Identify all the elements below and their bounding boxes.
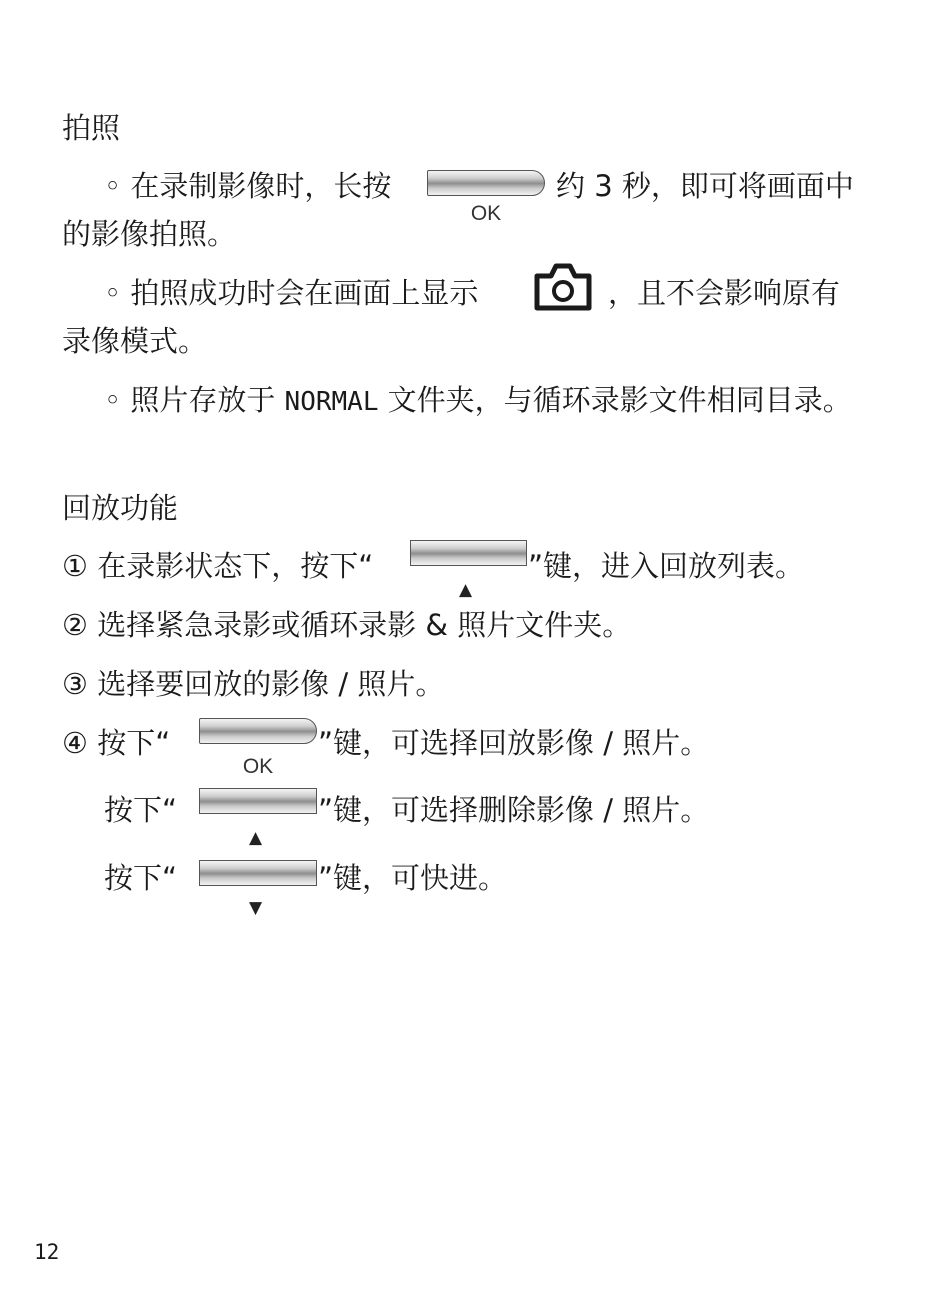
ok-label: OK	[470, 202, 502, 225]
page-number: 12	[34, 1240, 60, 1264]
playback-step-6-after: ”键，可快进。	[318, 861, 508, 895]
playback-step-1-after: ”键，进入回放列表。	[528, 549, 805, 583]
down-button-graphic	[199, 860, 317, 886]
camera-icon	[533, 262, 593, 312]
up-arrow-icon: ▲	[459, 580, 473, 600]
photo-p1-text-before: ◦ 在录制影像时，长按	[104, 169, 392, 203]
photo-p2-continuation: 录像模式。	[62, 324, 208, 358]
playback-step-5: 按下“	[104, 793, 178, 827]
up-button-graphic	[410, 540, 527, 566]
photo-paragraph-3	[104, 382, 852, 420]
section-title-photo: 拍照	[62, 111, 121, 145]
up-arrow-icon-2: ▲	[249, 828, 263, 848]
down-arrow-icon: ▼	[249, 898, 263, 918]
photo-p3-text-b: 文件夹，与循环录影文件相同目录。	[378, 383, 852, 417]
photo-p1-text-after: 约 3 秒，即可将画面中	[556, 169, 854, 203]
ok-button-graphic	[427, 170, 545, 196]
photo-p2-text-after: ，且不会影响原有	[608, 276, 841, 310]
playback-step-5-after: ”键，可选择删除影像 / 照片。	[318, 793, 710, 827]
normal-folder-name: NORMAL	[284, 387, 379, 417]
playback-step-6: 按下“	[104, 861, 178, 895]
playback-step-4: ④ 按下“	[62, 726, 171, 760]
photo-p3-text-a: ◦ 照片存放于	[104, 383, 285, 417]
ok-button-graphic-2	[199, 718, 317, 744]
ok-label-2: OK	[242, 755, 274, 778]
playback-step-3: ③ 选择要回放的影像 / 照片。	[62, 667, 445, 701]
photo-paragraph-2: ◦ 拍照成功时会在画面上显示	[104, 276, 479, 310]
photo-paragraph-1	[104, 168, 391, 204]
playback-step-4-after: ”键，可选择回放影像 / 照片。	[318, 726, 710, 760]
photo-p1-continuation: 的影像拍照。	[62, 217, 237, 251]
section-title-playback: 回放功能	[62, 491, 179, 525]
up-button-graphic-2	[199, 788, 317, 814]
playback-step-1: ① 在录影状态下，按下“	[62, 549, 374, 583]
playback-step-2: ② 选择紧急录影或循环录影 & 照片文件夹。	[62, 608, 632, 642]
